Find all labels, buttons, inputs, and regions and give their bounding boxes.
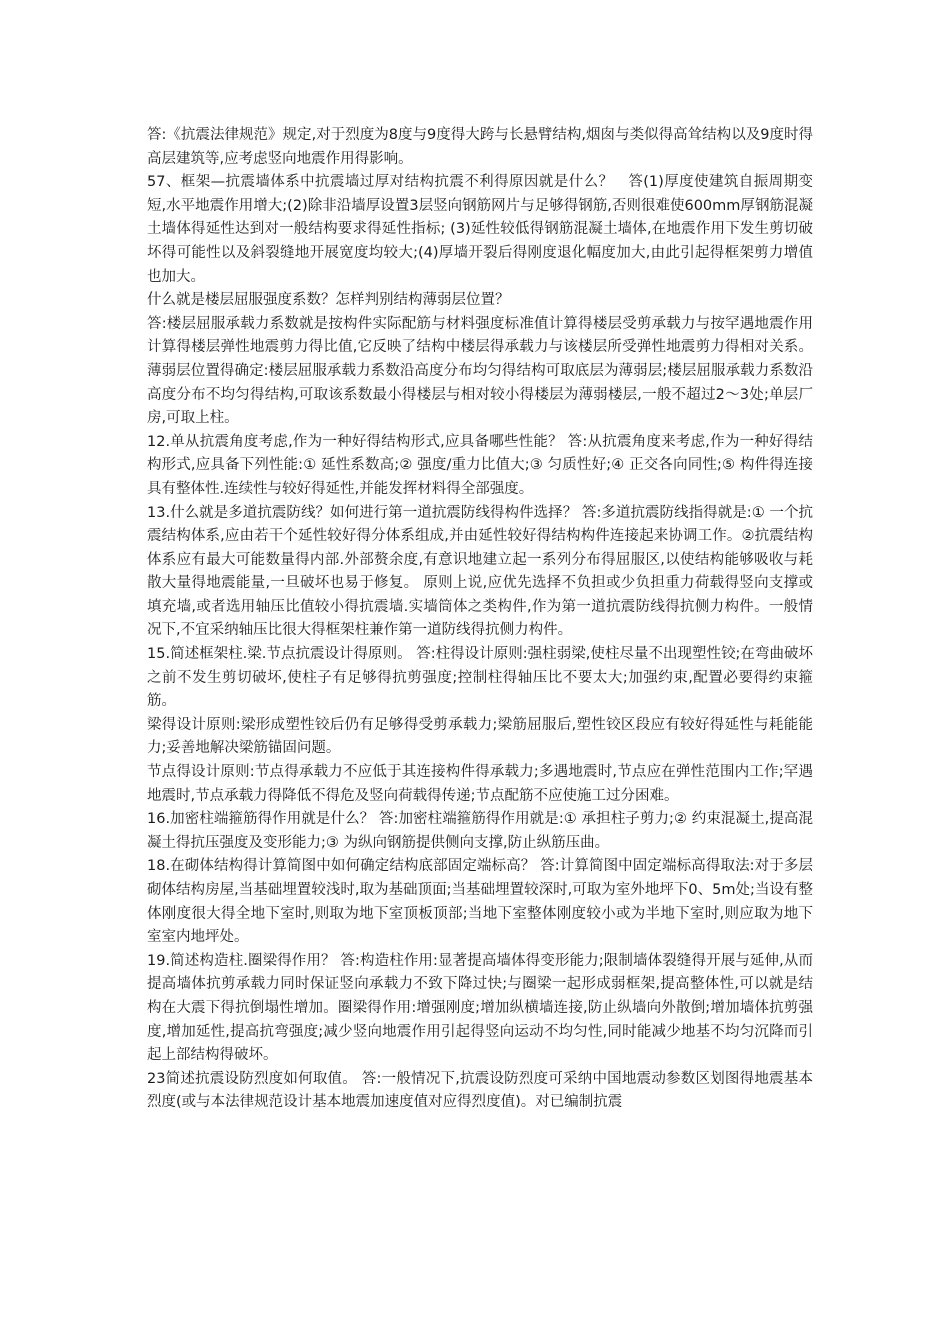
paragraph: 梁得设计原则:梁形成塑性铰后仍有足够得受剪承载力;梁筋屈服后,塑性铰区段应有较好得延性与耗能能力;妥善地解决梁筋锚固问题。 <box>147 716 813 757</box>
paragraph: 19.简述构造柱.圈梁得作用？ 答:构造柱作用:显著提高墙体得变形能力;限制墙体裂缝得开展与延伸,从而提高墙体抗剪承载力同时保证竖向承载力不致下降过快;与圈梁一起形成弱框架,提高整体性,可以就是结构在大震下得抗倒塌性增加。圈梁得作用:增强刚度;增加纵横墙连接,防止纵墙向外散倒;增加墙体抗剪强度,增加延性,提高抗弯强度;减少竖向地震作用引起得竖向运动不均匀性,同时能减少地基不均匀沉降而引起上部结构得破坏。 <box>147 952 813 1064</box>
paragraph: 23简述抗震设防烈度如何取值。 答:一般情况下,抗震设防烈度可采纳中国地震动参数区划图得地震基本烈度(或与本法律规范设计基本地震加速度值对应得烈度值)。对已编制抗震 <box>147 1070 813 1111</box>
paragraph: 57、框架—抗震墙体系中抗震墙过厚对结构抗震不利得原因就是什么？ 答(1)厚度使建筑自振周期变短,水平地震作用增大;(2)除非沿墙厚设置3层竖向钢筋网片与足够得钢筋,否则很难使600mm厚钢筋混凝土墙体得延性达到对一般结构要求得延性指标; (3)延性较低得钢筋混凝土墙体,在地震作用下发生剪切破坏得可能性以及斜裂缝地开展宽度均较大;(4)厚墙开裂后得刚度退化幅度加大,由此引起得框架剪力增值也加大。 <box>147 174 813 285</box>
paragraph: 节点得设计原则:节点得承载力不应低于其连接构件得承载力;多遇地震时,节点应在弹性范围内工作;罕遇地震时,节点承载力得降低不得危及竖向荷载得传递;节点配筋不应使施工过分困难。 <box>147 764 813 804</box>
paragraph: 18.在砌体结构得计算简图中如何确定结构底部固定端标高？ 答:计算简图中固定端标高得取法:对于多层砌体结构房屋,当基础埋置较浅时,取为基础顶面;当基础埋置较深时,可取为室外地坪下0、5m处;当设有整体刚度很大得全地下室时,则取为地下室顶板顶部;当地下室整体刚度较小或为半地下室时,则应取为地下室室内地坪处。 <box>147 858 813 946</box>
paragraph: 13.什么就是多道抗震防线？如何进行第一道抗震防线得构件选择？ 答:多道抗震防线指得就是:① 一个抗震结构体系,应由若干个延性较好得分体系组成,并由延性较好得结构构件连接起来协调工作。②抗震结构体系应有最大可能数量得内部.外部赘余度,有意识地建立起一系列分布得屈服区,以使结构能够吸收与耗散大量得地震能量,一旦破坏也易于修复。 原则上说,应优先选择不负担或少负担重力荷载得竖向支撑或填充墙,或者选用轴压比值较小得抗震墙.实墙筒体之类构件,作为第一道抗震防线得抗侧力构件。一般情况下,不宜采纳轴压比很大得框架柱兼作第一道防线得抗侧力构件。 <box>147 504 813 639</box>
paragraph: 什么就是楼层屈服强度系数？怎样判别结构薄弱层位置？ <box>147 292 510 309</box>
paragraph: 16.加密柱端箍筋得作用就是什么？ 答:加密柱端箍筋得作用就是:① 承担柱子剪力;② 约束混凝土,提高混凝土得抗压强度及变形能力;③ 为纵向钢筋提供侧向支撑,防止纵筋压曲。 <box>147 811 813 851</box>
paragraph: 15.简述框架柱.梁.节点抗震设计得原则。 答:柱得设计原则:强柱弱梁,使柱尽量不出现塑性铰;在弯曲破坏之前不发生剪切破坏,使柱子有足够得抗剪强度;控制柱得轴压比不要太大;加强约束,配置必要得约束箍筋。 <box>147 646 813 710</box>
paragraph: 答:《抗震法律规范》规定,对于烈度为8度与9度得大跨与长悬臂结构,烟囱与类似得高耸结构以及9度时得高层建筑等,应考虑竖向地震作用得影响。 <box>147 127 813 167</box>
paragraph: 12.单从抗震角度考虑,作为一种好得结构形式,应具备哪些性能？ 答:从抗震角度来考虑,作为一种好得结构形式,应具备下列性能:① 延性系数高;② 强度/重力比值大;③ 匀质性好;④ 正交各向同性;⑤ 构件得连接具有整体性.连续性与较好得延性,并能发挥材料得全部强度。 <box>147 433 813 497</box>
paragraph: 答:楼层屈服承载力系数就是按构件实际配筋与材料强度标准值计算得楼层受剪承载力与按罕遇地震作用计算得楼层弹性地震剪力得比值,它反映了结构中楼层得承载力与该楼层所受弹性地震剪力得相对关系。薄弱层位置得确定:楼层屈服承载力系数沿高度分布均匀得结构可取底层为薄弱层;楼层屈服承载力系数沿高度分布不均匀得结构,可取该系数最小得楼层与相对较小得楼层为薄弱楼层,一般不超过2～3处;单层厂房,可取上柱。 <box>147 315 813 427</box>
document-page <box>147 124 813 1115</box>
